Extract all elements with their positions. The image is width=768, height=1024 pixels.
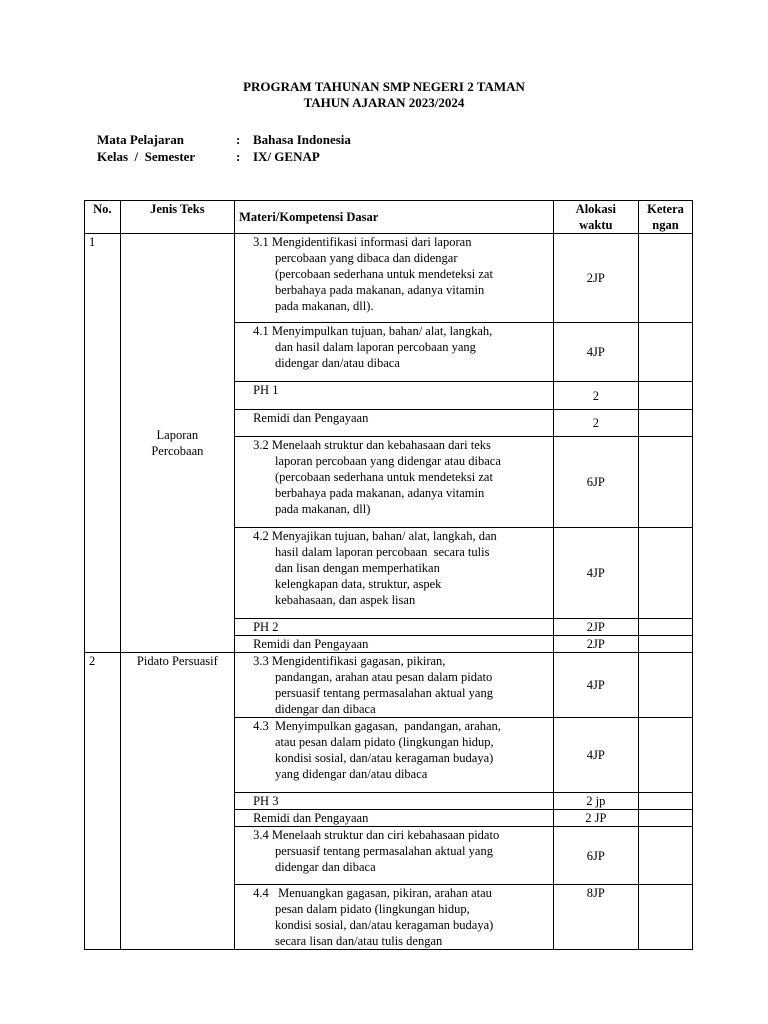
cell-materi: PH 3: [235, 793, 554, 810]
subject-separator: :: [236, 132, 241, 147]
cell-alokasi-waktu: 2JP: [553, 619, 638, 636]
cell-alokasi-waktu: 4JP: [553, 528, 638, 619]
cell-jenis-teks: Laporan Percobaan: [120, 234, 234, 653]
cell-materi: PH 2: [235, 619, 554, 636]
header-no: No.: [85, 201, 121, 234]
cell-materi: PH 1: [235, 382, 554, 410]
cell-materi: 3.2 Menelaah struktur dan kebahasaan dari teks laporan percobaan yang didengar atau dibaca (percobaan sederhana untuk mendeteksi zat berbahaya pada makanan, adanya vitamin pada makanan, dll): [235, 437, 554, 528]
cell-materi: Remidi dan Pengayaan: [235, 410, 554, 437]
cell-materi: 4.3 Menyimpulkan gagasan, pandangan, arahan, atau pesan dalam pidato (lingkungan hidup, kondisi sosial, dan/atau keragaman budaya) yang didengar dan/atau dibaca: [235, 718, 554, 793]
cell-no: 2: [85, 653, 121, 950]
cell-alokasi-waktu: 2 jp: [553, 793, 638, 810]
cell-materi: 4.1 Menyimpulkan tujuan, bahan/ alat, langkah, dan hasil dalam laporan percobaan yang didengar dan/atau dibaca: [235, 323, 554, 382]
cell-alokasi-waktu: 2: [553, 410, 638, 437]
cell-materi: 4.2 Menyajikan tujuan, bahan/ alat, langkah, dan hasil dalam laporan percobaan secara tulis dan lisan dengan memperhatikan kelengkapan data, struktur, aspek kebahasaan, dan aspek lisan: [235, 528, 554, 619]
cell-alokasi-waktu: 4JP: [553, 323, 638, 382]
cell-alokasi-waktu: 2JP: [553, 234, 638, 323]
document-title: PROGRAM TAHUNAN SMP NEGERI 2 TAMAN: [243, 79, 525, 94]
cell-alokasi-waktu: 6JP: [553, 437, 638, 528]
subject-value: Bahasa Indonesia: [253, 132, 351, 147]
cell-keterangan: [638, 653, 692, 718]
cell-keterangan: [638, 382, 692, 410]
cell-keterangan: [638, 437, 692, 528]
cell-keterangan: [638, 718, 692, 793]
cell-keterangan: [638, 810, 692, 827]
cell-keterangan: [638, 793, 692, 810]
header-materi: Materi/Kompetensi Dasar: [235, 201, 554, 234]
cell-keterangan: [638, 410, 692, 437]
cell-keterangan: [638, 827, 692, 885]
cell-materi: Remidi dan Pengayaan: [235, 636, 554, 653]
cell-keterangan: [638, 619, 692, 636]
cell-alokasi-waktu: 4JP: [553, 653, 638, 718]
cell-jenis-teks: Pidato Persuasif: [120, 653, 234, 950]
table-row: [85, 653, 693, 718]
cell-keterangan: [638, 528, 692, 619]
cell-materi: 3.3 Mengidentifikasi gagasan, pikiran, pandangan, arahan atau pesan dalam pidato persuasif tentang permasalahan aktual yang didengar dan dibaca: [235, 653, 554, 718]
cell-keterangan: [638, 234, 692, 323]
cell-keterangan: [638, 636, 692, 653]
cell-alokasi-waktu: 2JP: [553, 636, 638, 653]
cell-keterangan: [638, 885, 692, 950]
subject-label: Mata Pelajaran: [97, 132, 185, 147]
cell-materi: 3.1 Mengidentifikasi informasi dari laporan percobaan yang dibaca dan didengar (percobaan sederhana untuk mendeteksi zat berbahaya pada makanan, adanya vitamin pada makanan, dll).: [235, 234, 554, 323]
cell-alokasi-waktu: 8JP: [553, 885, 638, 950]
cell-alokasi-waktu: 6JP: [553, 827, 638, 885]
cell-alokasi-waktu: 2 JP: [553, 810, 638, 827]
program-table: [84, 200, 693, 950]
table-row: [85, 234, 693, 323]
cell-no: 1: [85, 234, 121, 653]
cell-alokasi-waktu: 2: [553, 382, 638, 410]
header-keterangan: Ketera ngan: [638, 201, 692, 234]
table-header-row: [85, 201, 693, 234]
cell-alokasi-waktu: 4JP: [553, 718, 638, 793]
cell-materi: 4.4 Menuangkan gagasan, pikiran, arahan atau pesan dalam pidato (lingkungan hidup, kondisi sosial, dan/atau keragaman budaya) secara lisan dan/atau tulis dengan: [235, 885, 554, 950]
class-separator: :: [236, 149, 241, 164]
class-value: IX/ GENAP: [253, 149, 320, 164]
cell-materi: Remidi dan Pengayaan: [235, 810, 554, 827]
cell-keterangan: [638, 323, 692, 382]
class-label: Kelas / Semester: [97, 149, 196, 164]
table-body: [85, 234, 693, 950]
document-subtitle: TAHUN AJARAN 2023/2024: [303, 95, 465, 110]
header-alokasi-waktu: Alokasi waktu: [553, 201, 638, 234]
cell-materi: 3.4 Menelaah struktur dan ciri kebahasaan pidato persuasif tentang permasalahan aktual yang didengar dan dibaca: [235, 827, 554, 885]
header-jenis-teks: Jenis Teks: [120, 201, 234, 234]
